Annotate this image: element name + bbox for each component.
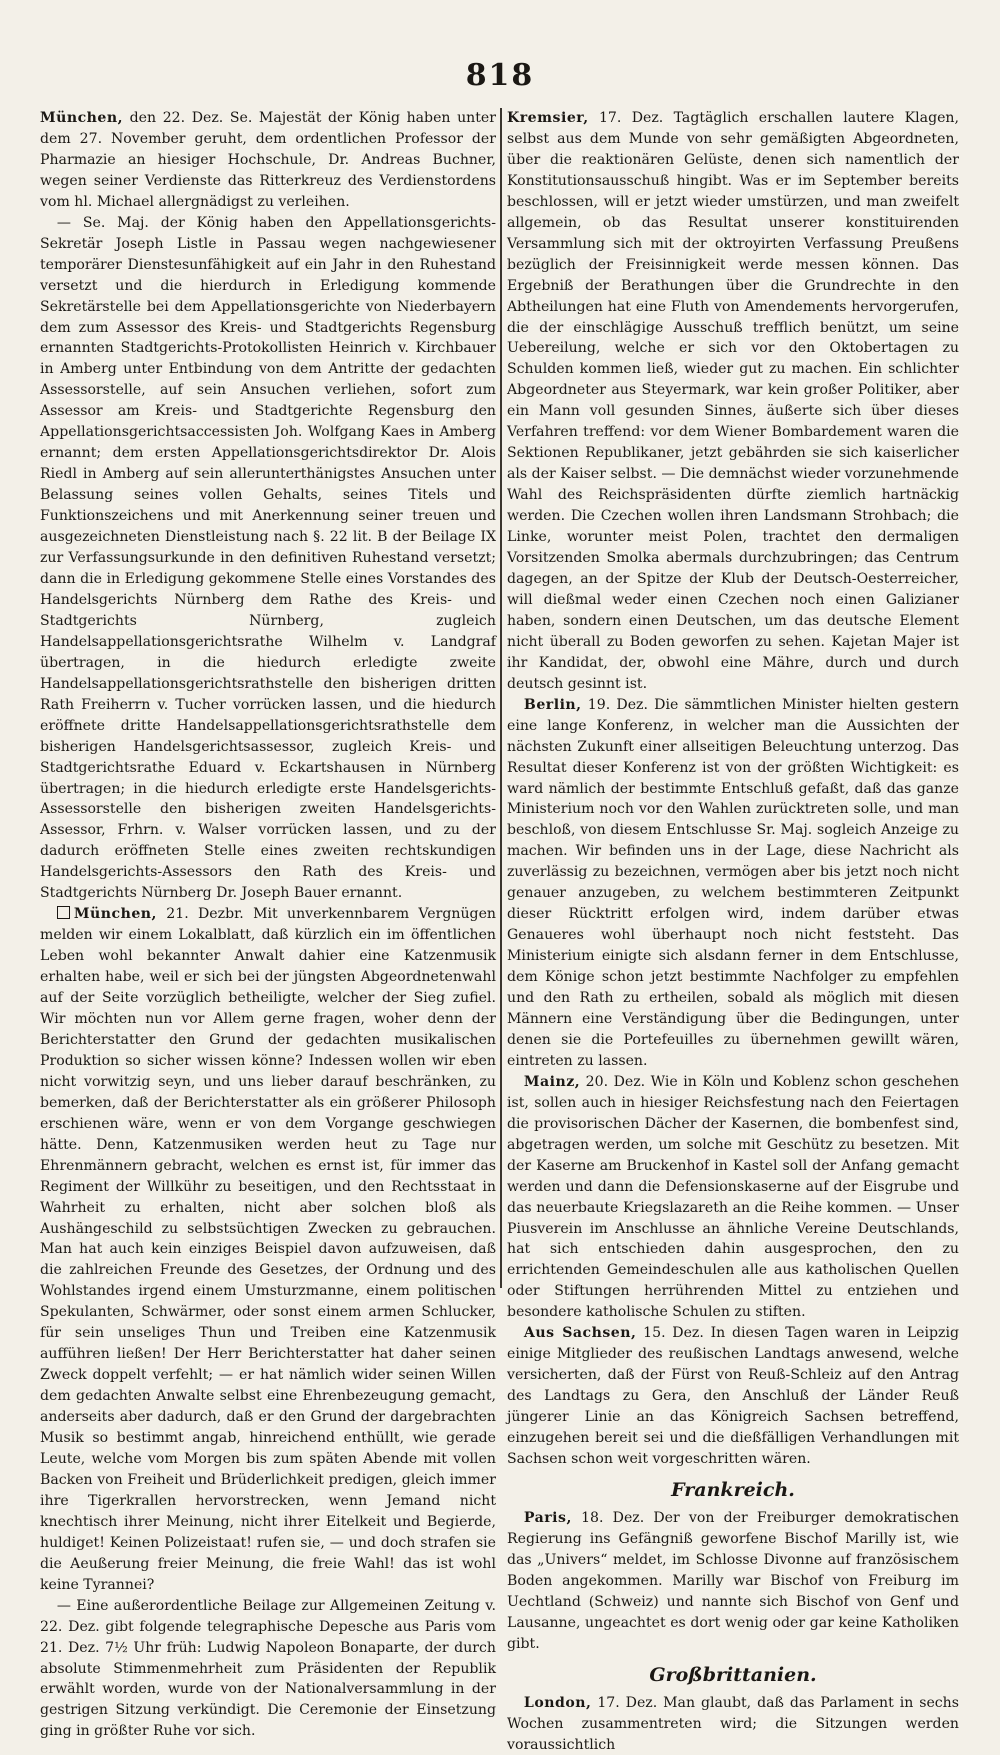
article-text: 15. Dez. In diesen Tagen waren in Leipzig einige Mitglieder des reußischen Landtags anwesend, welche versicherten, daß der Fürst von Reuß-Schleiz auf den Antrag des Landtags zu Gera, den Anschluß der Länder Reuß jüngerer Linie an das Königreich Sachsen betreffend, einzugehen bereit sei und die dießfälligen Verhandlungen mit Sachsen schon weit vorgeschritten wären. (507, 1325, 959, 1467)
article-text: 17. Dez. Tagtäglich erschallen lautere Klagen, selbst aus dem Munde von sehr gemäßigten Abgeordneten, über die reaktionären Gelüste, denen sich namentlich der Konstitutionsausschuß hingibt. Was er im September bereits beschlossen, will er jetzt wieder umstürzen, und man zweifelt allgemein, ob das Resultat unserer konstituirenden Versammlung sich mit der oktroyirten Verfassung Preußens bezüglich der Freisinnigkeit werde messen können. Das Ergebniß der Berathungen über die Grundrechte in den Abtheilungen hat eine Fluth von Amendements hervorgerufen, die der einschlägige Ausschuß trefflich benützt, um seine Uebereilung, welche er sich vor den Oktobertagen zu Schulden kommen ließ, wieder gut zu machen. Ein schlichter Abgeordneter aus Steyermark, war kein großer Politiker, aber ein Mann voll gesunden Sinnes, äußerte sich über dieses Verfahren treffend: vor dem Wiener Bombardement waren die Sektionen Republikaner, jetzt gebährden sie sich kaiserlicher als der Kaiser selbst. — Die demnächst wieder vorzunehmende Wahl des Reichspräsidenten dürfte ziemlich hartnäckig werden. Die Czechen wollen ihren Landsmann Strohbach; die Linke, worunter meist Polen, trachtet den dermaligen Vorsitzenden Smolka abermals durchzubringen; das Centrum dagegen, an der Spitze der Klub der Deutsch-Oesterreicher, will dießmal weder einen Czechen noch einen Galizianer haben, sondern einen Deutschen, um das deutsche Element nicht überall zu Boden geworfen zu sehen. Kajetan Majer ist ihr Kandidat, der, obwohl eine Mähre, durch und durch deutsch gesinnt ist. (507, 110, 959, 692)
article-place: Mainz, (523, 1073, 581, 1090)
article-sachsen (507, 1323, 959, 1470)
article-place: Berlin, (523, 696, 582, 713)
right-column (507, 108, 960, 1753)
section-heading-grossbrittanien: Großbrittanien. (649, 1663, 817, 1686)
article-place: London, (523, 1694, 592, 1711)
article-text: 18. Dez. Der von der Freiburger demokratischen Regierung ins Gefängniß geworfene Bischof Marilly ist, wie das „Univers“ meldet, im Schlosse Divonne auf französischem Boden angekommen. Marilly war Bischof von Freiburg im Uechtland (Schweiz) und nannte sich Bischof von Genf und Lausanne, ungeachtet es dort wenig oder gar keine Katholiken gibt. (507, 1509, 959, 1652)
article-muenchen-21 (40, 904, 496, 1595)
square-marker-icon (57, 906, 70, 919)
section-heading-frankreich: Frankreich. (671, 1478, 795, 1501)
article-place: München, (40, 110, 124, 126)
article-text: 19. Dez. Die sämmtlichen Minister hielten gestern eine lange Konferenz, in welcher man die Aussichten der nächsten Zukunft einer allseitigen Beleuchtung unterzog. Das Resultat dieser Konferenz ist von der größten Wichtigkeit: es ward nämlich der bestimmte Entschluß gefaßt, daß das ganze Ministerium noch vor den Wahlen zurücktreten solle, und man beschloß, von diesem Entschlusse Sr. Maj. sogleich Anzeige zu machen. Wir befinden uns in der Lage, diese Nachricht als zuverlässig zu bezeichnen, vermögen aber bis jetzt noch nicht genauer anzugeben, zu welchem bestimmteren Zeitpunkt dieser Rücktritt erfolgen wird, indem darüber etwas Genaueres wohl überhaupt noch nicht feststeht. Das Ministerium einigte sich alsdann ferner in dem Entschlusse, dem Könige schon jetzt bestimmte Nachfolger zu empfehlen und den Rath zu ertheilen, sobald als möglich mit diesen Männern eine Verständigung über die Bedingungen, unter denen sie die Portefeuilles zu übernehmen gewillt wären, eintreten zu lassen. (507, 696, 960, 1069)
article-london (507, 1693, 959, 1755)
article-place: Aus Sachsen, (523, 1325, 637, 1342)
article-text: den 22. Dez. Se. Majestät der König haben unter dem 27. November geruht, dem ordentlichen Professor der Pharmazie an hiesiger Hochschule, Dr. Andreas Buchner, wegen seiner Verdienste das Ritterkreuz des Verdienstordens vom hl. Michael allergnädigst zu verleihen. (40, 110, 496, 210)
article-text: — Eine außerordentliche Beilage zur Allgemeinen Zeitung v. 22. Dez. gibt folgende telegraphische Depesche aus Paris vom 21. Dez. 7½ Uhr früh: Ludwig Napoleon Bonaparte, der durch absolute Stimmenmehrheit zum Präsidenten der Republik erwählt worden, wurde von der Nationalversammlung in der gestrigen Sitzung verkündigt. Die Ceremonie der Einsetzung ging in größter Ruhe vor sich. (40, 1597, 496, 1740)
article-text: — Se. Maj. der König haben den Appellationsgerichts-Sekretär Joseph Listle in Passau wegen nachgewiesener temporärer Dienstesunfähigkeit auf ein Jahr in den Ruhestand versetzt und die hierdurch in Erledigung kommende Sekretärstelle bei dem Appellationsgerichte von Niederbayern dem zum Assessor des Kreis- und Stadtgerichts Regensburg ernannten Stadtgerichts-Protokollisten Heinrich v. Kirchbauer in Amberg unter Entbindung von dem Antritte der gedachten Assessorstelle, auf sein Ansuchen verliehen, sofort zum Assessor am Kreis- und Stadtgerichte Regensburg den Appellationsgerichtsaccessisten Joh. Wolfgang Kaes in Amberg ernannt; dem ersten Appellationsgerichtsdirektor Dr. Alois Riedl in Amberg auf sein allerunterthänigstes Ansuchen unter Belassung seines vollen Gehalts, seines Titels und Funktionszeichens und mit Anerkennung seiner treuen und ausgezeichneten Dienstleistung nach §. 22 lit. B der Beilage IX zur Verfassungsurkunde in den definitiven Ruhestand versetzt; dann die in Erledigung gekommene Stelle eines Vorstandes des Handelsgerichts Nürnberg dem Rathe des Kreis- und Stadtgerichts Nürnberg, zugleich Handelsappellationsgerichtsrathe Wilhelm v. Landgraf übertragen, in die hiedurch erledigte zweite Handelsappellationsgerichtsrathstelle den bisherigen dritten Rath Freiherrn v. Tucher vorrücken lassen, und die hiedurch eröffnete dritte Handelsappellationsgerichtsrathstelle dem bisherigen Handelsgerichtsassessor, zugleich Kreis- und Stadtgerichtsrathe Eduard v. Eckartshausen in Nürnberg übertragen; in die hiedurch erledigte erste Handelsgerichts-Assessorstelle den bisherigen zweiten Handelsgerichts-Assessor, Frhrn. v. Walser vorrücken lassen, und zu der dadurch eröffneten Stelle eines zweiten rechtskundigen Handelsgerichts-Assessors den Rath des Kreis- und Stadtgerichts Nürnberg Dr. Joseph Bauer ernannt. (40, 214, 496, 902)
left-column (40, 108, 496, 1740)
article-mainz (507, 1072, 959, 1323)
article-depesche (40, 1596, 496, 1743)
page-number: 818 (465, 58, 535, 93)
article-place: Paris, (523, 1509, 572, 1526)
article-text: 20. Dez. Wie in Köln und Koblenz schon geschehen ist, sollen auch in hiesiger Reichsfestung nach den Feiertagen die provisorischen Dächer der Kasernen, die bombenfest sind, abgetragen werden, um solche mit Geschütz zu besetzen. Mit der Kaserne am Bruckenhof in Kastel soll der Anfang gemacht werden und dann die Defensionskaserne auf der Eisgrube und das neuerbaute Kriegslazareth an die Reihe kommen. — Unser Piusverein im Anschlusse an ähnliche Vereine Deutschlands, hat sich entschieden dahin ausgesprochen, den zu errichtenden Gemeindeschulen alle aus katholischen Quellen oder Stiftungen herrührenden Mittel zu entziehen und besondere katholische Schulen zu stiften. (507, 1073, 959, 1321)
article-kremsier (507, 108, 959, 695)
article-text: 17. Dez. Man glaubt, daß das Parlament in sechs Wochen zusammentreten wird; die Sitzungen werden voraussichtlich (507, 1694, 959, 1753)
article-appointments (40, 213, 496, 904)
column-divider (500, 108, 502, 1288)
article-place: Kremsier, (507, 110, 589, 126)
article-berlin (507, 695, 959, 1072)
article-paris (507, 1508, 959, 1655)
article-place: München, (73, 906, 157, 923)
article-muenchen-22 (40, 108, 496, 213)
article-text: 21. Dezbr. Mit unverkennbarem Vergnügen melden wir einem Lokalblatt, daß kürzlich ein im öffentlichen Leben wohl bekannter Anwalt dahier eine Katzenmusik erhalten habe, weil er sich bei der jüngsten Abgeordnetenwahl auf der Seite vorzüglich betheiligte, welcher der Sieg zufiel. Wir möchten nun vor Allem gerne fragen, woher denn der Berichterstatter den Grund der gedachten musikalischen Produktion so sicher wissen könne? Indessen wollen wir eben nicht vorwitzig seyn, und uns lieber darauf beschränken, zu bemerken, daß der Berichterstatter als ein größerer Philosoph erschienen wäre, wenn er von dem Vorgange geschwiegen hätte. Denn, Katzenmusiken werden heut zu Tage nur Ehrenmännern gebracht, welchen es ernst ist, für immer das Regiment der Willkühr zu beseitigen, und den Rechtsstaat in Wahrheit zu erhalten, nicht aber solchen bloß als Aushängeschild zu selbstsüchtigen Zwecken zu gebrauchen. Man hat auch kein einziges Beispiel davon aufzuweisen, daß die zahlreichen Freunde des Gesetzes, der Ordnung und des Wohlstandes irgend einem Umsturzmanne, einem politischen Spekulanten, Schwärmer, oder sonst einem armen Schlucker, für sein unseliges Thun und Treiben eine Katzenmusik aufführen ließen! Der Herr Berichterstatter hat daher seinen Zweck doppelt verfehlt; — er hat nämlich wider seinen Willen dem gedachten Anwalte selbst eine Ehrenbezeugung gemacht, anderseits aber dadurch, daß er den Grund der dargebrachten Musik so bestimmt angab, hinreichend enthüllt, wie gerade Leute, welche vom Morgen bis zum späten Abende mit vollen Backen von Freiheit und Brüderlichkeit predigen, gleich immer ihre Tigerkrallen hervorstrecken, wenn Jemand nicht knechtisch ihrer Meinung, nicht ihrer Eitelkeit und Begierde, huldiget! Keinen Polizeistaat! rufen sie, — und doch strafen sie die Aeußerung freier Meinung, die freie Wahl! das ist wohl keine Tyrannei? (40, 906, 496, 1593)
